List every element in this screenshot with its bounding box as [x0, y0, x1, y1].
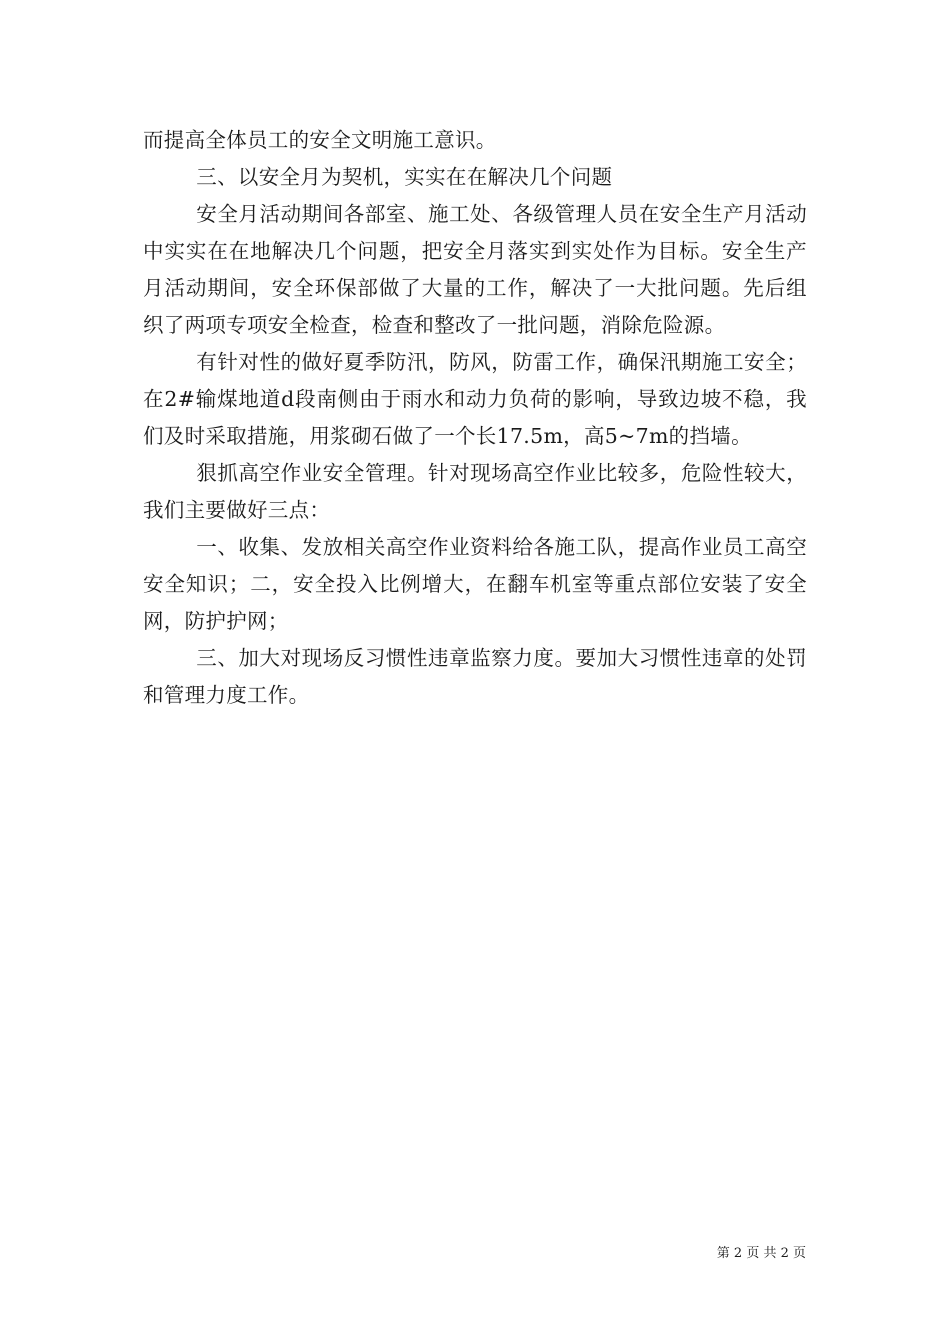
paragraph-7: 三、加大对现场反习惯性违章监察力度。要加大习惯性违章的处罚和管理力度工作。	[143, 646, 807, 707]
paragraph-3: 安全月活动期间各部室、施工处、各级管理人员在安全生产月活动中实实在在地解决几个问题，把安全月落实到实处作为目标。安全生产月活动期间，安全环保部做了大量的工作，解决了一大批问题。先后组织了两项专项安全检查，检查和整改了一批问题，消除危险源。	[143, 202, 807, 337]
paragraph-5: 狠抓高空作业安全管理。针对现场高空作业比较多，危险性较大，我们主要做好三点：	[143, 461, 807, 522]
paragraph-6: 一、收集、发放相关高空作业资料给各施工队，提高作业员工高空安全知识；二，安全投入比例增大，在翻车机室等重点部位安装了安全网，防护护网；	[143, 535, 807, 633]
paragraph-1: 而提高全体员工的安全文明施工意识。	[143, 128, 497, 152]
page-number-footer: 第 2 页 共 2 页	[716, 1246, 806, 1261]
paragraph-2-heading: 三、以安全月为契机，实实在在解决几个问题	[196, 165, 613, 189]
document-body	[143, 122, 807, 714]
paragraph-4: 有针对性的做好夏季防汛，防风，防雷工作，确保汛期施工安全；在2#输煤地道d段南侧由于雨水和动力负荷的影响，导致边坡不稳，我们及时采取措施，用浆砌石做了一个长17.5m，高5~7m的挡墙。	[143, 350, 807, 448]
